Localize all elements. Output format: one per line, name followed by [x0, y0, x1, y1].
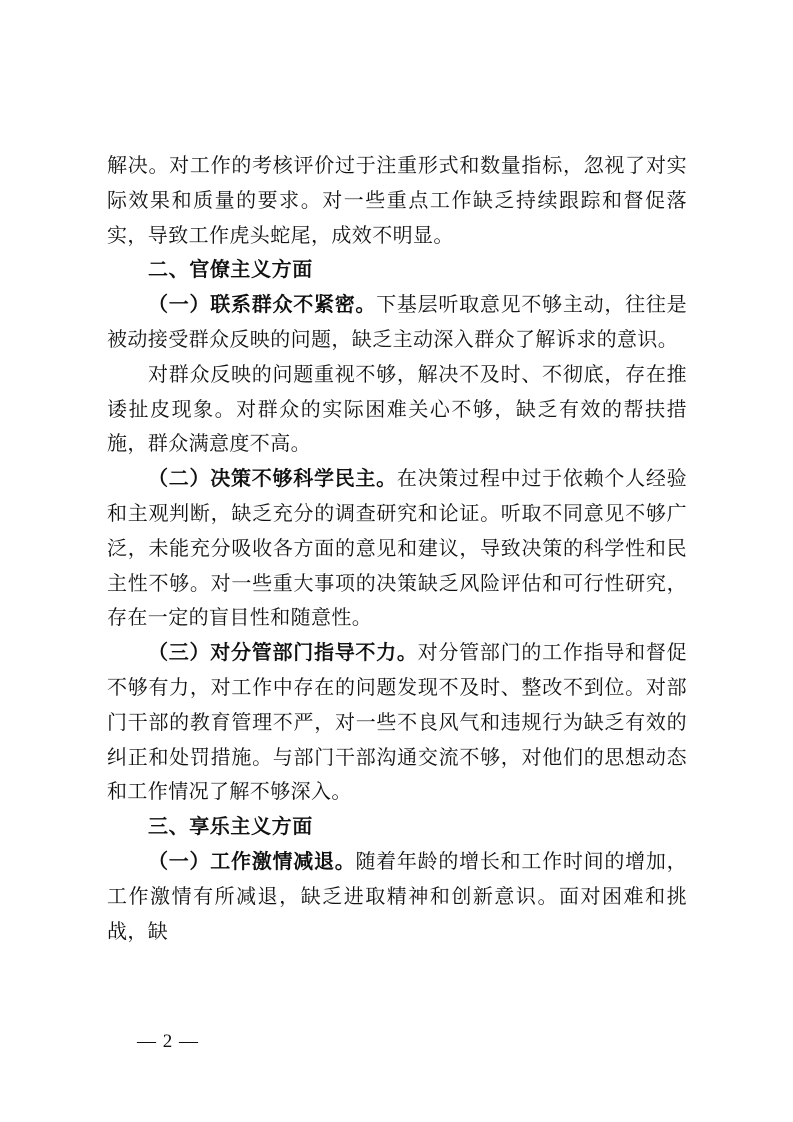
- paragraph-text: 在决策过程中过于依赖个人经验和主观判断，缺乏充分的调查研究和论证。听取不同意见不够广泛，未能充分吸收各方面的意见和建议，导致决策的科学性和民主性不够。对一些重大事项的决策缺乏风险评估和可行性研究，存在一定的盲目性和随意性。: [107, 466, 687, 630]
- subsection-title: （三）对分管部门指导不力。: [148, 640, 418, 665]
- paragraph-text: 对分管部门的工作指导和督促不够有力，对工作中存在的问题发现不及时、整改不到位。对部门干部的教育管理不严，对一些不良风气和违规行为缺乏有效的纠正和处罚措施。与部门干部沟通交流不够，对他们的思想动态和工作情况了解不够深入。: [107, 640, 687, 804]
- subsection-title: （一）工作激情减退。: [148, 848, 356, 873]
- paragraph-text: 解决。对工作的考核评价过于注重形式和数量指标，忽视了对实际效果和质量的要求。对一些重点工作缺乏持续跟踪和督促落实，导致工作虎头蛇尾，成效不明显。: [107, 153, 687, 247]
- section-heading-text: 三、享乐主义方面: [148, 814, 313, 839]
- subsection-title: （二）决策不够科学民主。: [148, 466, 397, 491]
- subsection-paragraph: [107, 287, 687, 357]
- subsection-paragraph: [107, 635, 687, 809]
- subsection-paragraph: [107, 461, 687, 635]
- paragraph-text: 随着年龄的增长和工作时间的增加，工作激情有所减退，缺乏进取精神和创新意识。面对困难和挑战，缺: [107, 848, 687, 943]
- section-heading-hedonism: [107, 809, 687, 844]
- section-heading-text: 二、官僚主义方面: [148, 257, 313, 282]
- document-body: [107, 148, 687, 948]
- subsection-paragraph: [107, 844, 687, 948]
- subsection-title: （一）联系群众不紧密。: [148, 292, 377, 317]
- paragraph-text: 对群众反映的问题重视不够，解决不及时、不彻底，存在推诿扯皮现象。对群众的实际困难关心不够，缺乏有效的帮扶措施，群众满意度不高。: [107, 361, 687, 456]
- paragraph-text: 下基层听取意见不够主动，往往是被动接受群众反映的问题，缺乏主动深入群众了解诉求的意识。: [107, 292, 687, 351]
- paragraph-continuation: [107, 148, 687, 252]
- page-number: — 2 —: [137, 1031, 199, 1052]
- body-paragraph: [107, 357, 687, 461]
- section-heading-bureaucratism: [107, 252, 687, 287]
